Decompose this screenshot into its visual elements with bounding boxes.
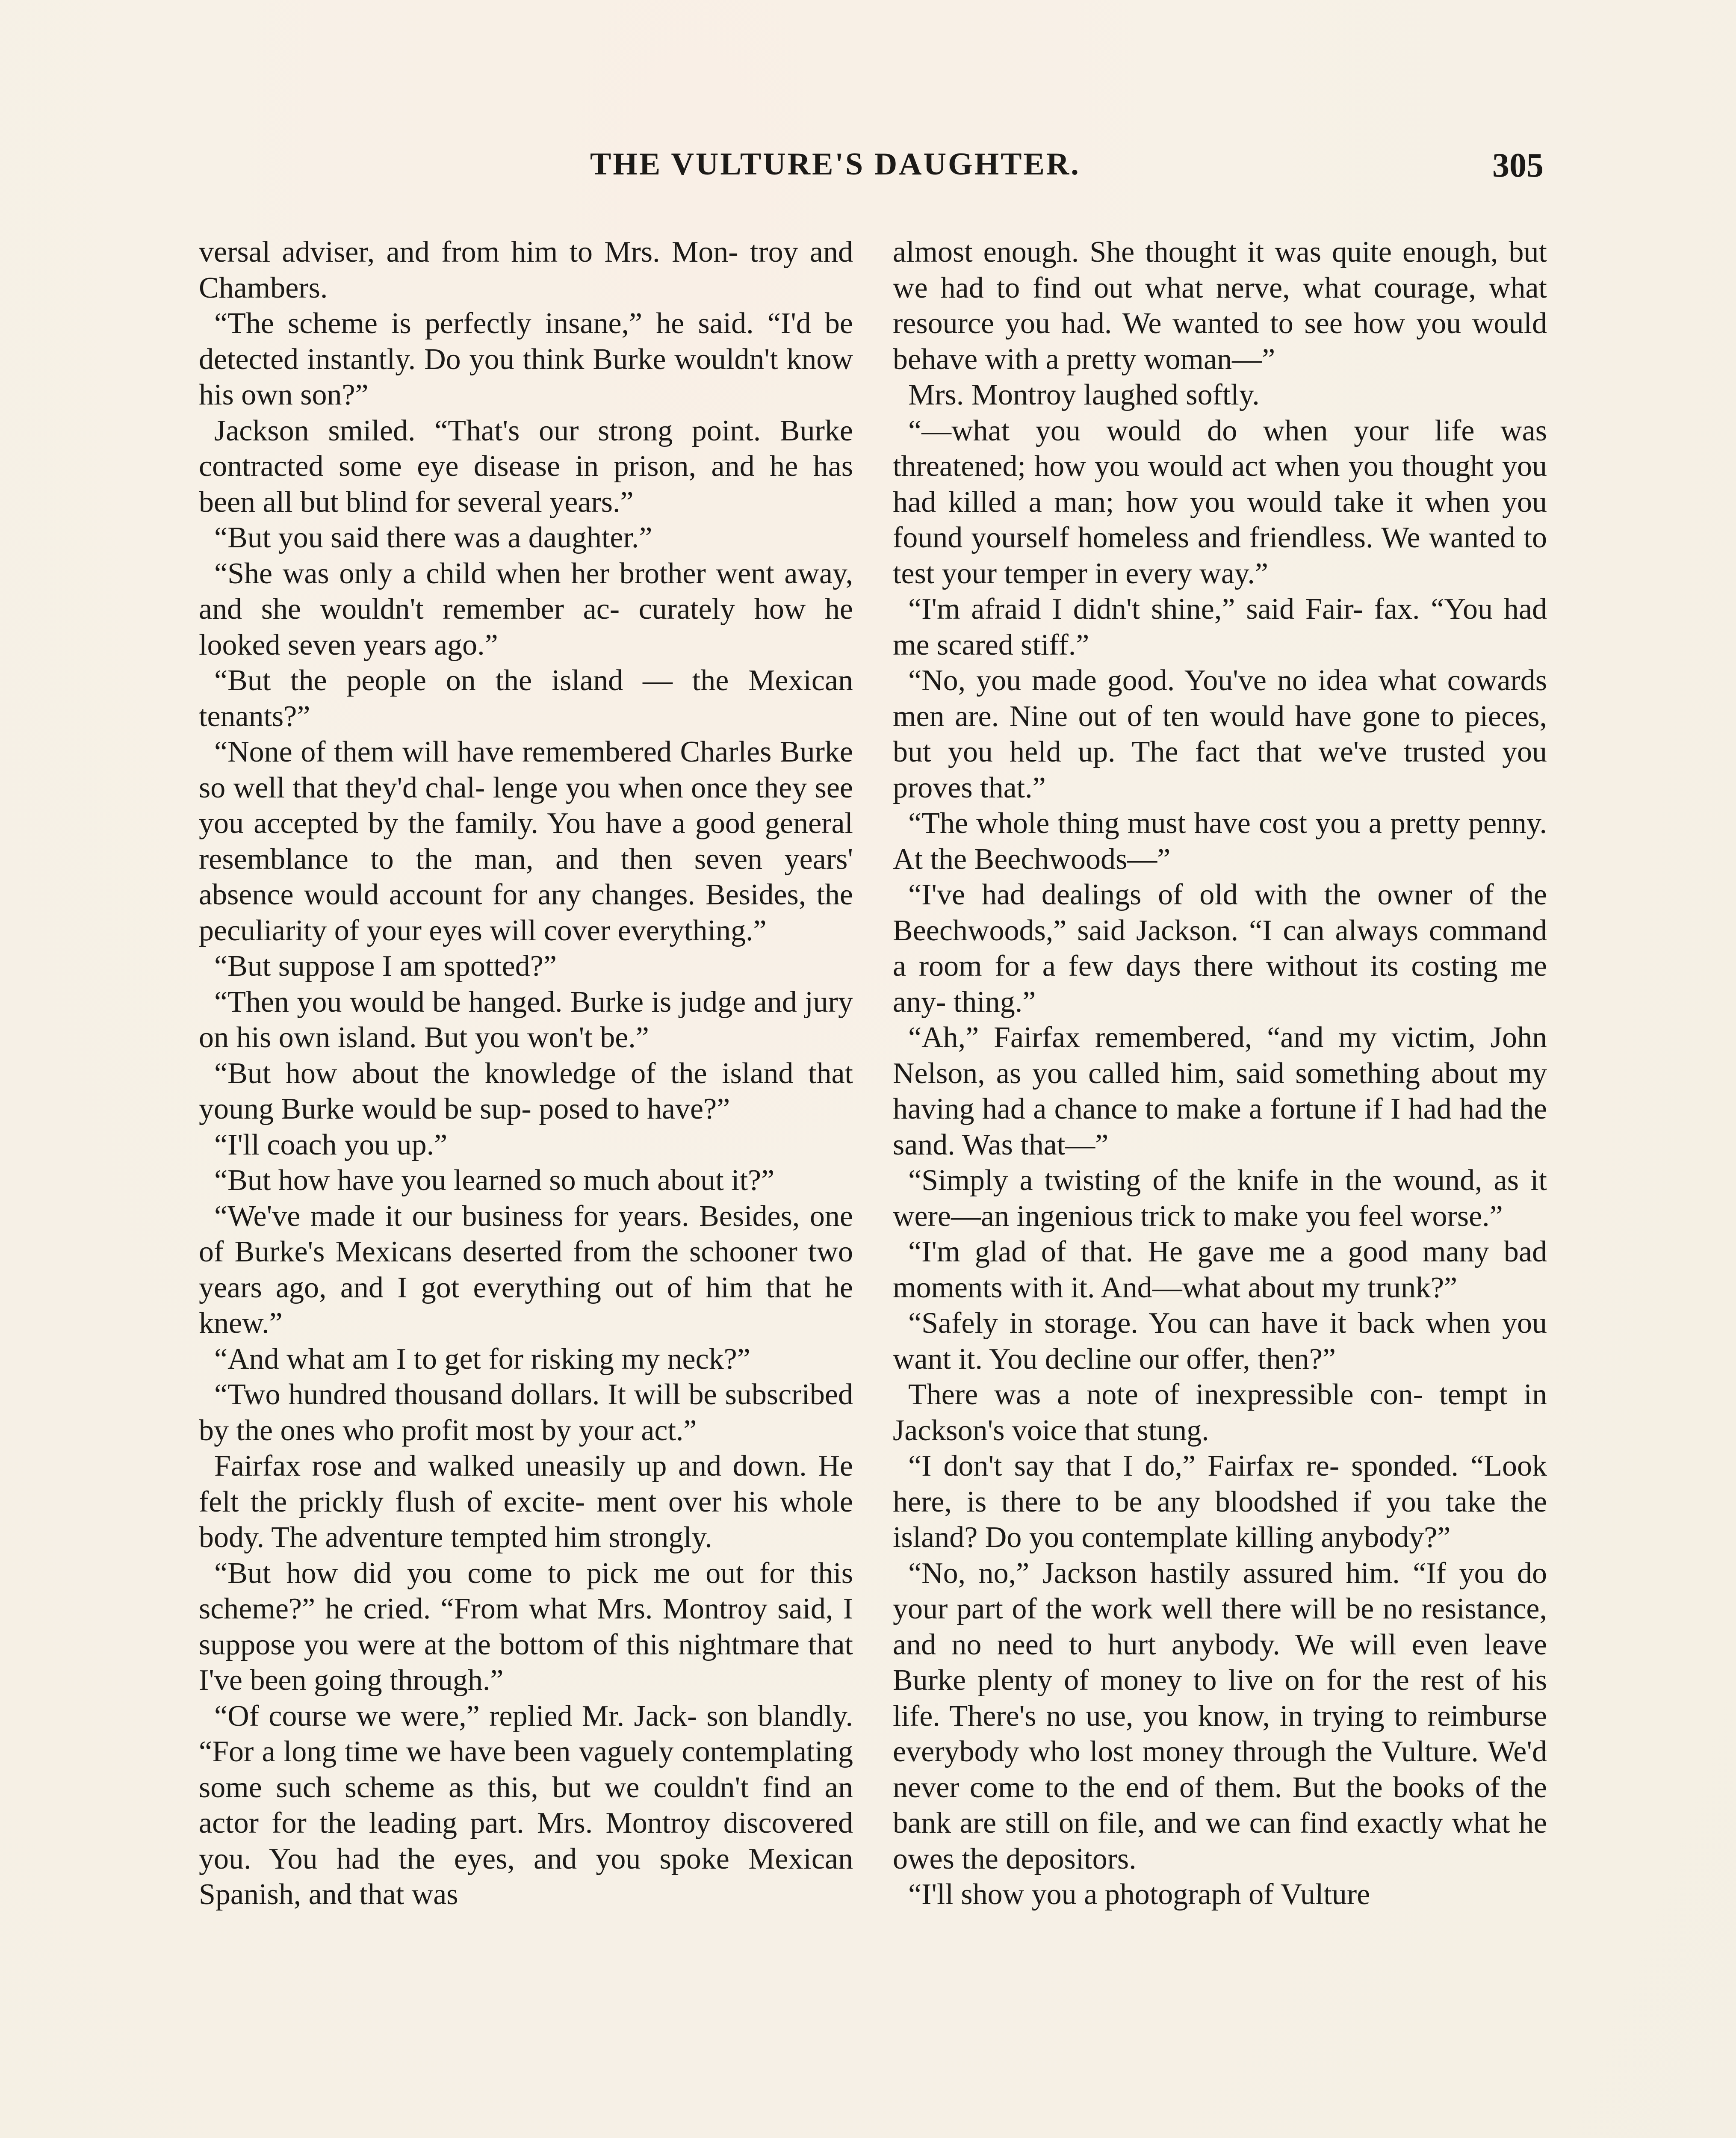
paragraph: Fairfax rose and walked uneasily up and down. He felt the prickly flush of excite- ment over his whole body. The adventure tempted him strongly.	[199, 1450, 853, 1554]
running-title: THE VULTURE'S DAUGHTER.	[590, 147, 1081, 182]
paragraph: “No, you made good. You've no idea what cowards men are. Nine out of ten would have gone to pieces, but you held up. The fact that we've trusted you proves that.”	[893, 664, 1547, 804]
paragraph: “The scheme is perfectly insane,” he said. “I'd be detected instantly. Do you think Burke wouldn't know his own son?”	[199, 307, 853, 411]
paragraph: “No, no,” Jackson hastily assured him. “If you do your part of the work well there will be no resistance, and no need to hurt anybody. We will even leave Burke plenty of money to live on for the rest of his life. There's no use, you know, in trying to reimburse everybody who lost money through the Vulture. We'd never come to the end of them. But the books of the bank are still on file, and we can find exactly what he owes the depositors.	[893, 1556, 1547, 1875]
paragraph: “—what you would do when your life was threatened; how you would act when you thought you had killed a man; how you would take it when you found yourself homeless and friendless. We wanted to test your temper in every way.”	[893, 414, 1547, 590]
paragraph: “I'm glad of that. He gave me a good many bad moments with it. And—what about my trunk?”	[893, 1235, 1547, 1304]
paragraph: “But the people on the island — the Mexican tenants?”	[199, 664, 853, 733]
paragraph: “But suppose I am spotted?”	[214, 950, 557, 983]
paragraph: “None of them will have remembered Charles Burke so well that they'd chal- lenge you when once they see you accepted by the family. You have a good general resemblance to the man, and then seven years' absence would account for any changes. Besides, the peculiarity of your eyes will cover everything.”	[199, 735, 853, 947]
paragraph: “Safely in storage. You can have it back when you want it. You decline our offer, then?”	[893, 1307, 1547, 1376]
paragraph: “But how about the knowledge of the island that young Burke would be sup- posed to have?”	[199, 1057, 853, 1125]
page-number: 305	[1492, 147, 1544, 184]
paragraph: “Then you would be hanged. Burke is judge and jury on his own island. But you won't be.”	[199, 985, 853, 1054]
paragraph: Mrs. Montroy laughed softly.	[908, 378, 1260, 411]
left-column	[199, 234, 853, 1913]
paragraph: “But you said there was a daughter.”	[214, 521, 652, 554]
paragraph: “I'll coach you up.”	[214, 1128, 448, 1161]
paragraph: “Of course we were,” replied Mr. Jack- son blandly. “For a long time we have been vaguely contemplating some such scheme as this, but we couldn't find an actor for the leading part. Mrs. Montroy discovered you. You had the eyes, and you spoke Mexican Spanish, and that was	[199, 1699, 853, 1911]
paragraph: “I don't say that I do,” Fairfax re- sponded. “Look here, is there to be any bloodshed if you take the island? Do you contemplate killing anybody?”	[893, 1450, 1547, 1554]
paragraph: “We've made it our business for years. Besides, one of Burke's Mexicans deserted from the schooner two years ago, and I got everything out of him that he knew.”	[199, 1199, 853, 1340]
paragraph: “Simply a twisting of the knife in the wound, as it were—an ingenious trick to make you feel worse.”	[893, 1164, 1547, 1233]
paragraph: versal adviser, and from him to Mrs. Mon- troy and Chambers.	[199, 236, 853, 304]
paragraph: almost enough. She thought it was quite enough, but we had to find out what nerve, what courage, what resource you had. We wanted to see how you would behave with a pretty woman—”	[893, 236, 1547, 376]
paragraph: “The whole thing must have cost you a pretty penny. At the Beechwoods—”	[893, 807, 1547, 876]
paragraph: Jackson smiled. “That's our strong point. Burke contracted some eye disease in prison, and he has been all but blind for several years.”	[199, 414, 853, 519]
paragraph: “But how have you learned so much about it?”	[214, 1164, 775, 1197]
paragraph: “I've had dealings of old with the owner of the Beechwoods,” said Jackson. “I can always command a room for a few days there without its costing me any- thing.”	[893, 878, 1547, 1019]
paragraph: “Two hundred thousand dollars. It will be subscribed by the ones who profit most by your act.”	[199, 1378, 853, 1447]
paragraph: “Ah,” Fairfax remembered, “and my victim, John Nelson, as you called him, said something about my having had a chance to make a fortune if I had had the sand. Was that—”	[893, 1021, 1547, 1161]
paragraph: “And what am I to get for risking my neck?”	[214, 1342, 750, 1376]
right-column	[893, 234, 1547, 1913]
paragraph: “But how did you come to pick me out for this scheme?” he cried. “From what Mrs. Montroy said, I suppose you were at the bottom of this nightmare that I've been going through.”	[199, 1556, 853, 1697]
paragraph: There was a note of inexpressible con- tempt in Jackson's voice that stung.	[893, 1378, 1547, 1447]
paragraph: “I'll show you a photograph of Vulture	[908, 1878, 1370, 1911]
paragraph: “She was only a child when her brother went away, and she wouldn't remember ac- curately how he looked seven years ago.”	[199, 557, 853, 661]
paragraph: “I'm afraid I didn't shine,” said Fair- fax. “You had me scared stiff.”	[893, 593, 1547, 661]
